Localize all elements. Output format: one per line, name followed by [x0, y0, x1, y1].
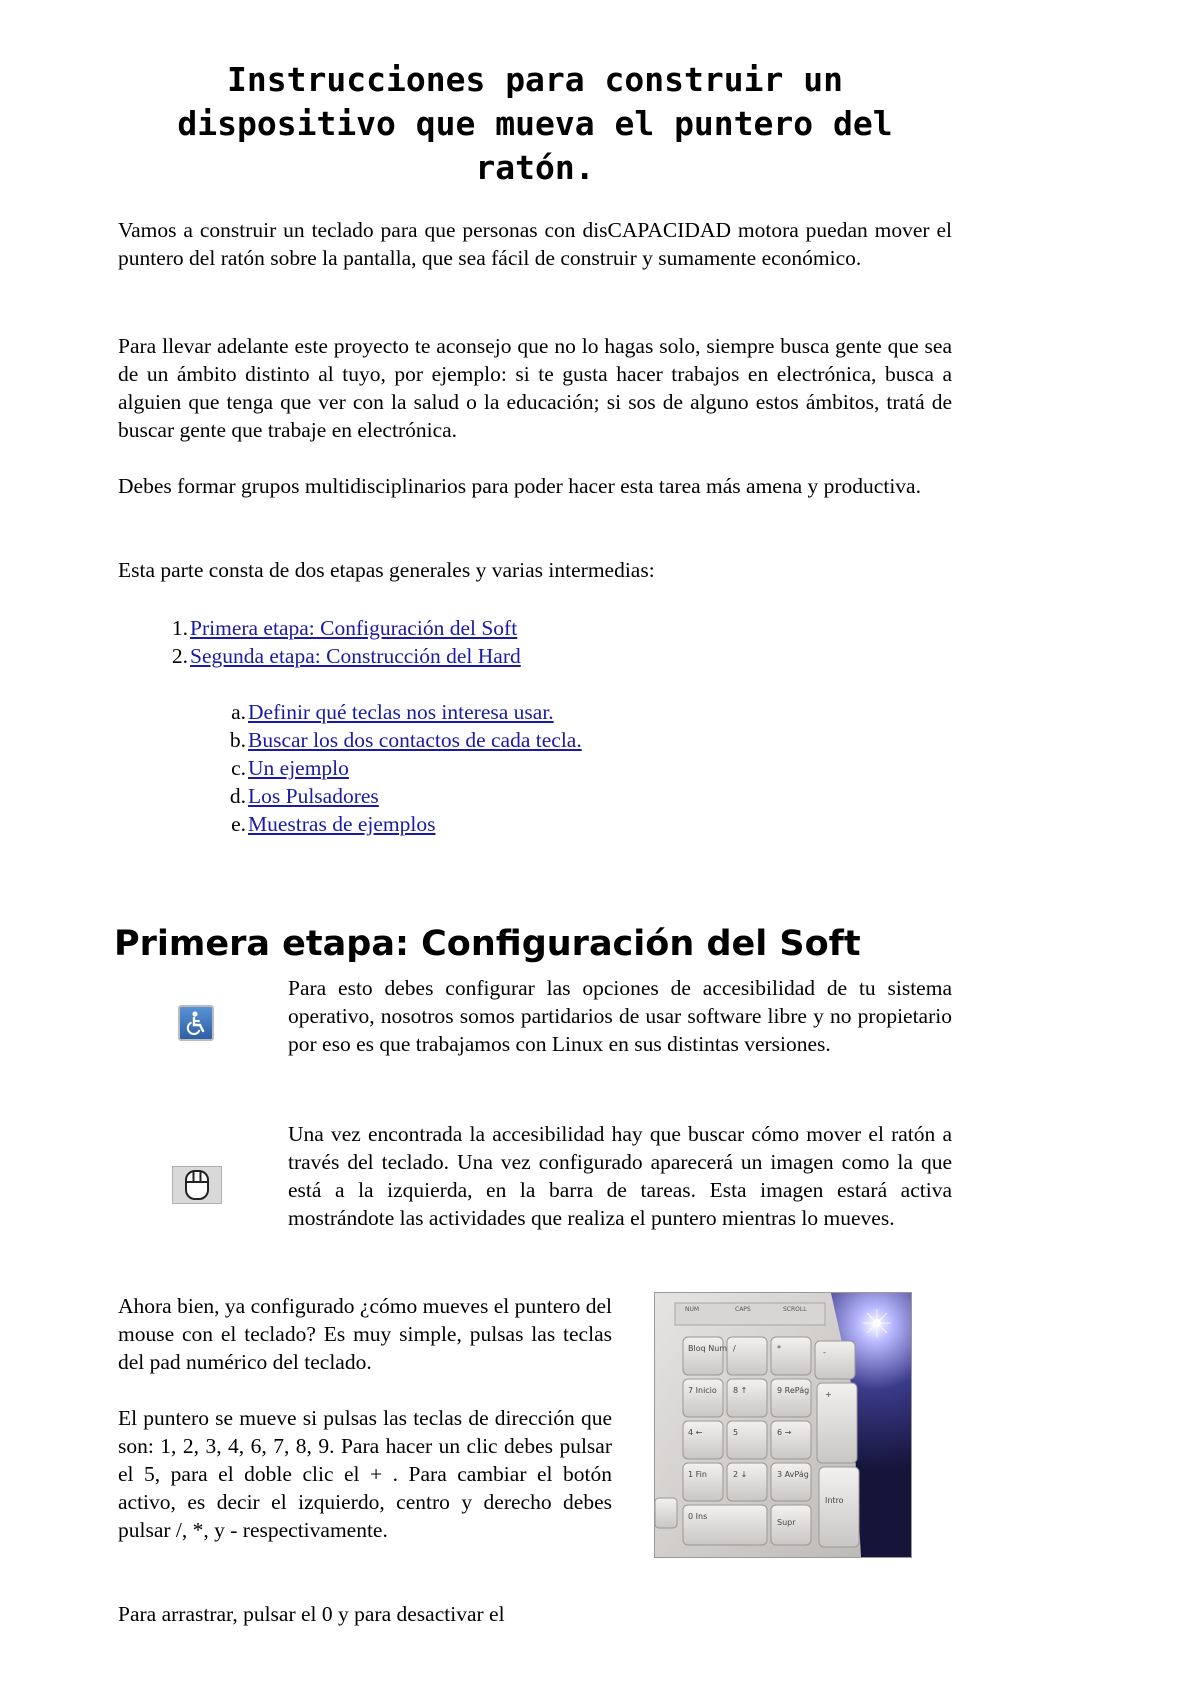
key-label: 3 AvPág — [777, 1470, 809, 1479]
toc-link-buscar-contactos[interactable]: Buscar los dos contactos de cada tecla. — [248, 728, 582, 752]
toc-marker: 1. — [171, 616, 188, 640]
toc-link-pulsadores[interactable]: Los Pulsadores — [248, 784, 379, 808]
key-label: Intro — [825, 1496, 844, 1505]
body-paragraph-2: El puntero se mueve si pulsas las teclas de dirección que son: 1, 2, 3, 4, 6, 7, 8, 9. Para hacer un clic debes pulsar el 5, para el doble clic el + . Para cambiar el botón activo, es decir el izquierdo, centro y derecho debes pulsar /, *, y - respectivamente. — [118, 1406, 612, 1542]
intro-paragraph-3: Debes formar grupos multidisciplinarios para poder hacer esta tarea más amena y productiva. — [118, 474, 921, 498]
key-label: 5 — [733, 1428, 739, 1437]
toc-marker: e. — [231, 812, 246, 836]
body-paragraph-1: Ahora bien, ya configurado ¿cómo mueves el puntero del mouse con el teclado? Es muy simple, pulsas las teclas del pad numérico del teclado. — [118, 1294, 612, 1374]
accessibility-paragraph: Para esto debes configurar las opciones de accesibilidad de tu sistema operativo, nosotros somos partidarios de usar software libre y no propietario por eso es que trabajamos con Linux en sus distintas versiones. — [288, 976, 952, 1056]
toc-marker: d. — [229, 784, 246, 808]
toc-marker: 2. — [171, 644, 188, 668]
intro-paragraph-4: Esta parte consta de dos etapas generales y varias intermedias: — [118, 558, 655, 582]
body-paragraph-3: Para arrastrar, pulsar el 0 y para desactivar el — [118, 1602, 505, 1626]
toc-link-muestras[interactable]: Muestras de ejemplos — [248, 812, 436, 836]
mouse-keys-icon — [172, 1166, 222, 1204]
led-label: CAPS — [735, 1306, 751, 1313]
key-label: 2 ↓ — [733, 1470, 748, 1479]
toc-link-un-ejemplo[interactable]: Un ejemplo — [248, 756, 349, 780]
led-label: SCROLL — [783, 1306, 807, 1313]
intro-paragraph-1: Vamos a construir un teclado para que personas con disCAPACIDAD motora puedan mover el puntero del ratón sobre la pantalla, que sea fácil de construir y sumamente económico. — [118, 218, 952, 270]
toc-link-primera-etapa[interactable]: Primera etapa: Configuración del Soft — [190, 616, 518, 640]
key-label: 1 Fin — [688, 1470, 707, 1479]
toc-marker: c. — [231, 756, 246, 780]
key-label: 6 → — [777, 1428, 792, 1437]
toc-link-definir-teclas[interactable]: Definir qué teclas nos interesa usar. — [248, 700, 554, 724]
key-label: 8 ↑ — [733, 1386, 748, 1395]
key-label: Bloq Num — [688, 1344, 728, 1353]
toc-link-segunda-etapa[interactable]: Segunda etapa: Construcción del Hard — [190, 644, 521, 668]
toc-marker: a. — [231, 700, 246, 724]
key-label: - — [823, 1348, 826, 1357]
key-label: 7 Inicio — [688, 1386, 717, 1395]
key-label: + — [825, 1390, 832, 1399]
intro-paragraph-2: Para llevar adelante este proyecto te aconsejo que no lo hagas solo, siempre busca gente que sea de un ámbito distinto al tuyo, por ejemplo: si te gusta hacer trabajos en electrónica, busca a alguien que tenga que ver con la salud o la educación; si sos de alguno estos ámbitos, tratá de buscar gente que trabaje en electrónica. — [118, 334, 952, 442]
section-heading: Primera etapa: Configuración del Soft — [114, 924, 861, 964]
toc-marker: b. — [229, 728, 246, 752]
key-label: * — [777, 1344, 781, 1353]
key-label: 9 RePág — [777, 1386, 810, 1395]
key-label: / — [733, 1344, 736, 1353]
accessibility-icon — [178, 1005, 214, 1041]
key-label: Supr — [777, 1518, 796, 1527]
key-label: 0 Ins — [688, 1512, 708, 1521]
document-title: Instrucciones para construir un dispositivo que mueva el puntero del ratón. — [177, 60, 893, 187]
mouse-keys-paragraph: Una vez encontrada la accesibilidad hay que buscar cómo mover el ratón a través del teclado. Una vez configurado aparecerá un imagen como la que está a la izquierda, en la barra de tareas. Esta imagen estará activa mostrándote las actividades que realiza el puntero mientras lo mueves. — [288, 1122, 952, 1230]
numeric-keypad-photo — [654, 1292, 912, 1558]
led-label: NUM — [685, 1306, 700, 1313]
key-label: 4 ← — [688, 1428, 703, 1437]
